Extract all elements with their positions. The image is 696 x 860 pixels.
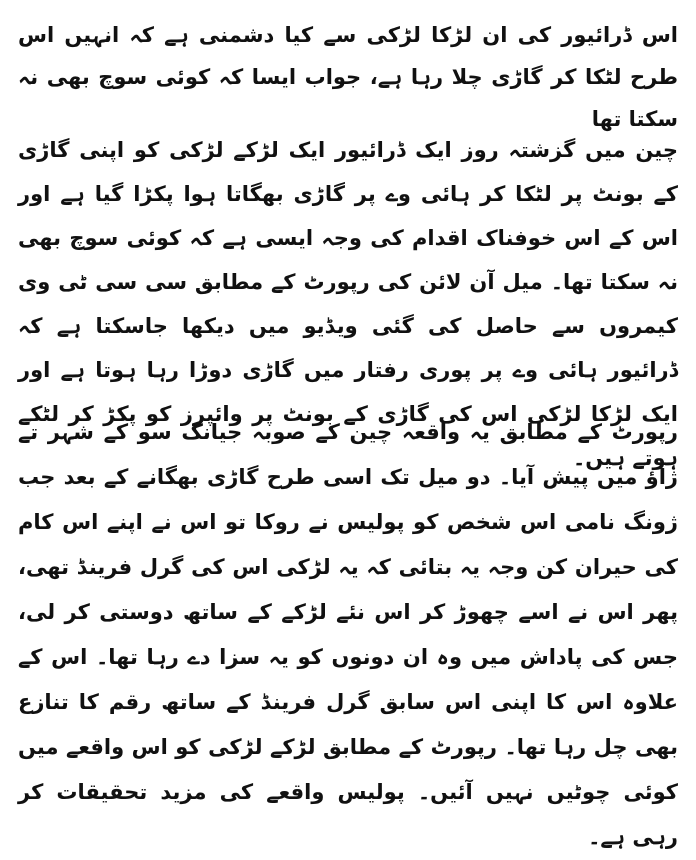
article-paragraph-2: رپورٹ کے مطابق یہ واقعہ چین کے صوبہ جیانگ سو کے شہر تے ژاؤ میں پیش آیا۔ دو میل تک اسی طرح گاڑی بھگانے کے بعد جب ژونگ نامی اس شخص کو پولیس نے روکا تو اس نے اپنے اس کام کی حیران کن وجہ یہ بتائی کہ یہ لڑکی اس کی گرل فرینڈ تھی، پھر اس نے اسے چھوڑ کر اس نئے لڑکے کے ساتھ دوستی کر لی، جس کی پاداش میں وہ ان دونوں کو یہ سزا دے رہا تھا۔ اس کے علاوہ اس کا اپنی اس سابق گرل فرینڈ کے ساتھ رقم کا تنازع بھی چل رہا تھا۔ رپورٹ کے مطابق لڑکے لڑکی کو اس واقعے میں کوئی چوٹیں نہیں آئیں۔ پولیس واقعے کی مزید تحقیقات کر رہی ہے۔	[18, 420, 678, 849]
article-paragraph-1: چین میں گزشتہ روز ایک ڈرائیور ایک لڑکے لڑکی کو اپنی گاڑی کے بونٹ پر لٹکا کر ہائی وے پر گاڑی بھگاتا ہوا پکڑا گیا ہے اور اس کے اس خوفناک اقدام کی وجہ ایسی ہے کہ کوئی سوچ بھی نہ سکتا تھا۔ میل آن لائن کی رپورٹ کے مطابق سی سی ٹی وی کیمروں سے حاصل کی گئی ویڈیو میں دیکھا جاسکتا ہے کہ ڈرائیور ہائی وے پر پوری رفتار میں گاڑی دوڑا رہا ہوتا ہے اور ایک لڑکا لڑکی اس کی گاڑی کے بونٹ پر وائپرز کو پکڑ کر لٹکے ہوتے ہیں۔	[18, 138, 678, 470]
article-headline: اس ڈرائیور کی ان لڑکا لڑکی سے کیا دشمنی ہے کہ انہیں اس طرح لٹکا کر گاڑی چلا رہا ہے، جواب ایسا کہ کوئی سوچ بھی نہ سکتا تھا	[18, 23, 678, 131]
